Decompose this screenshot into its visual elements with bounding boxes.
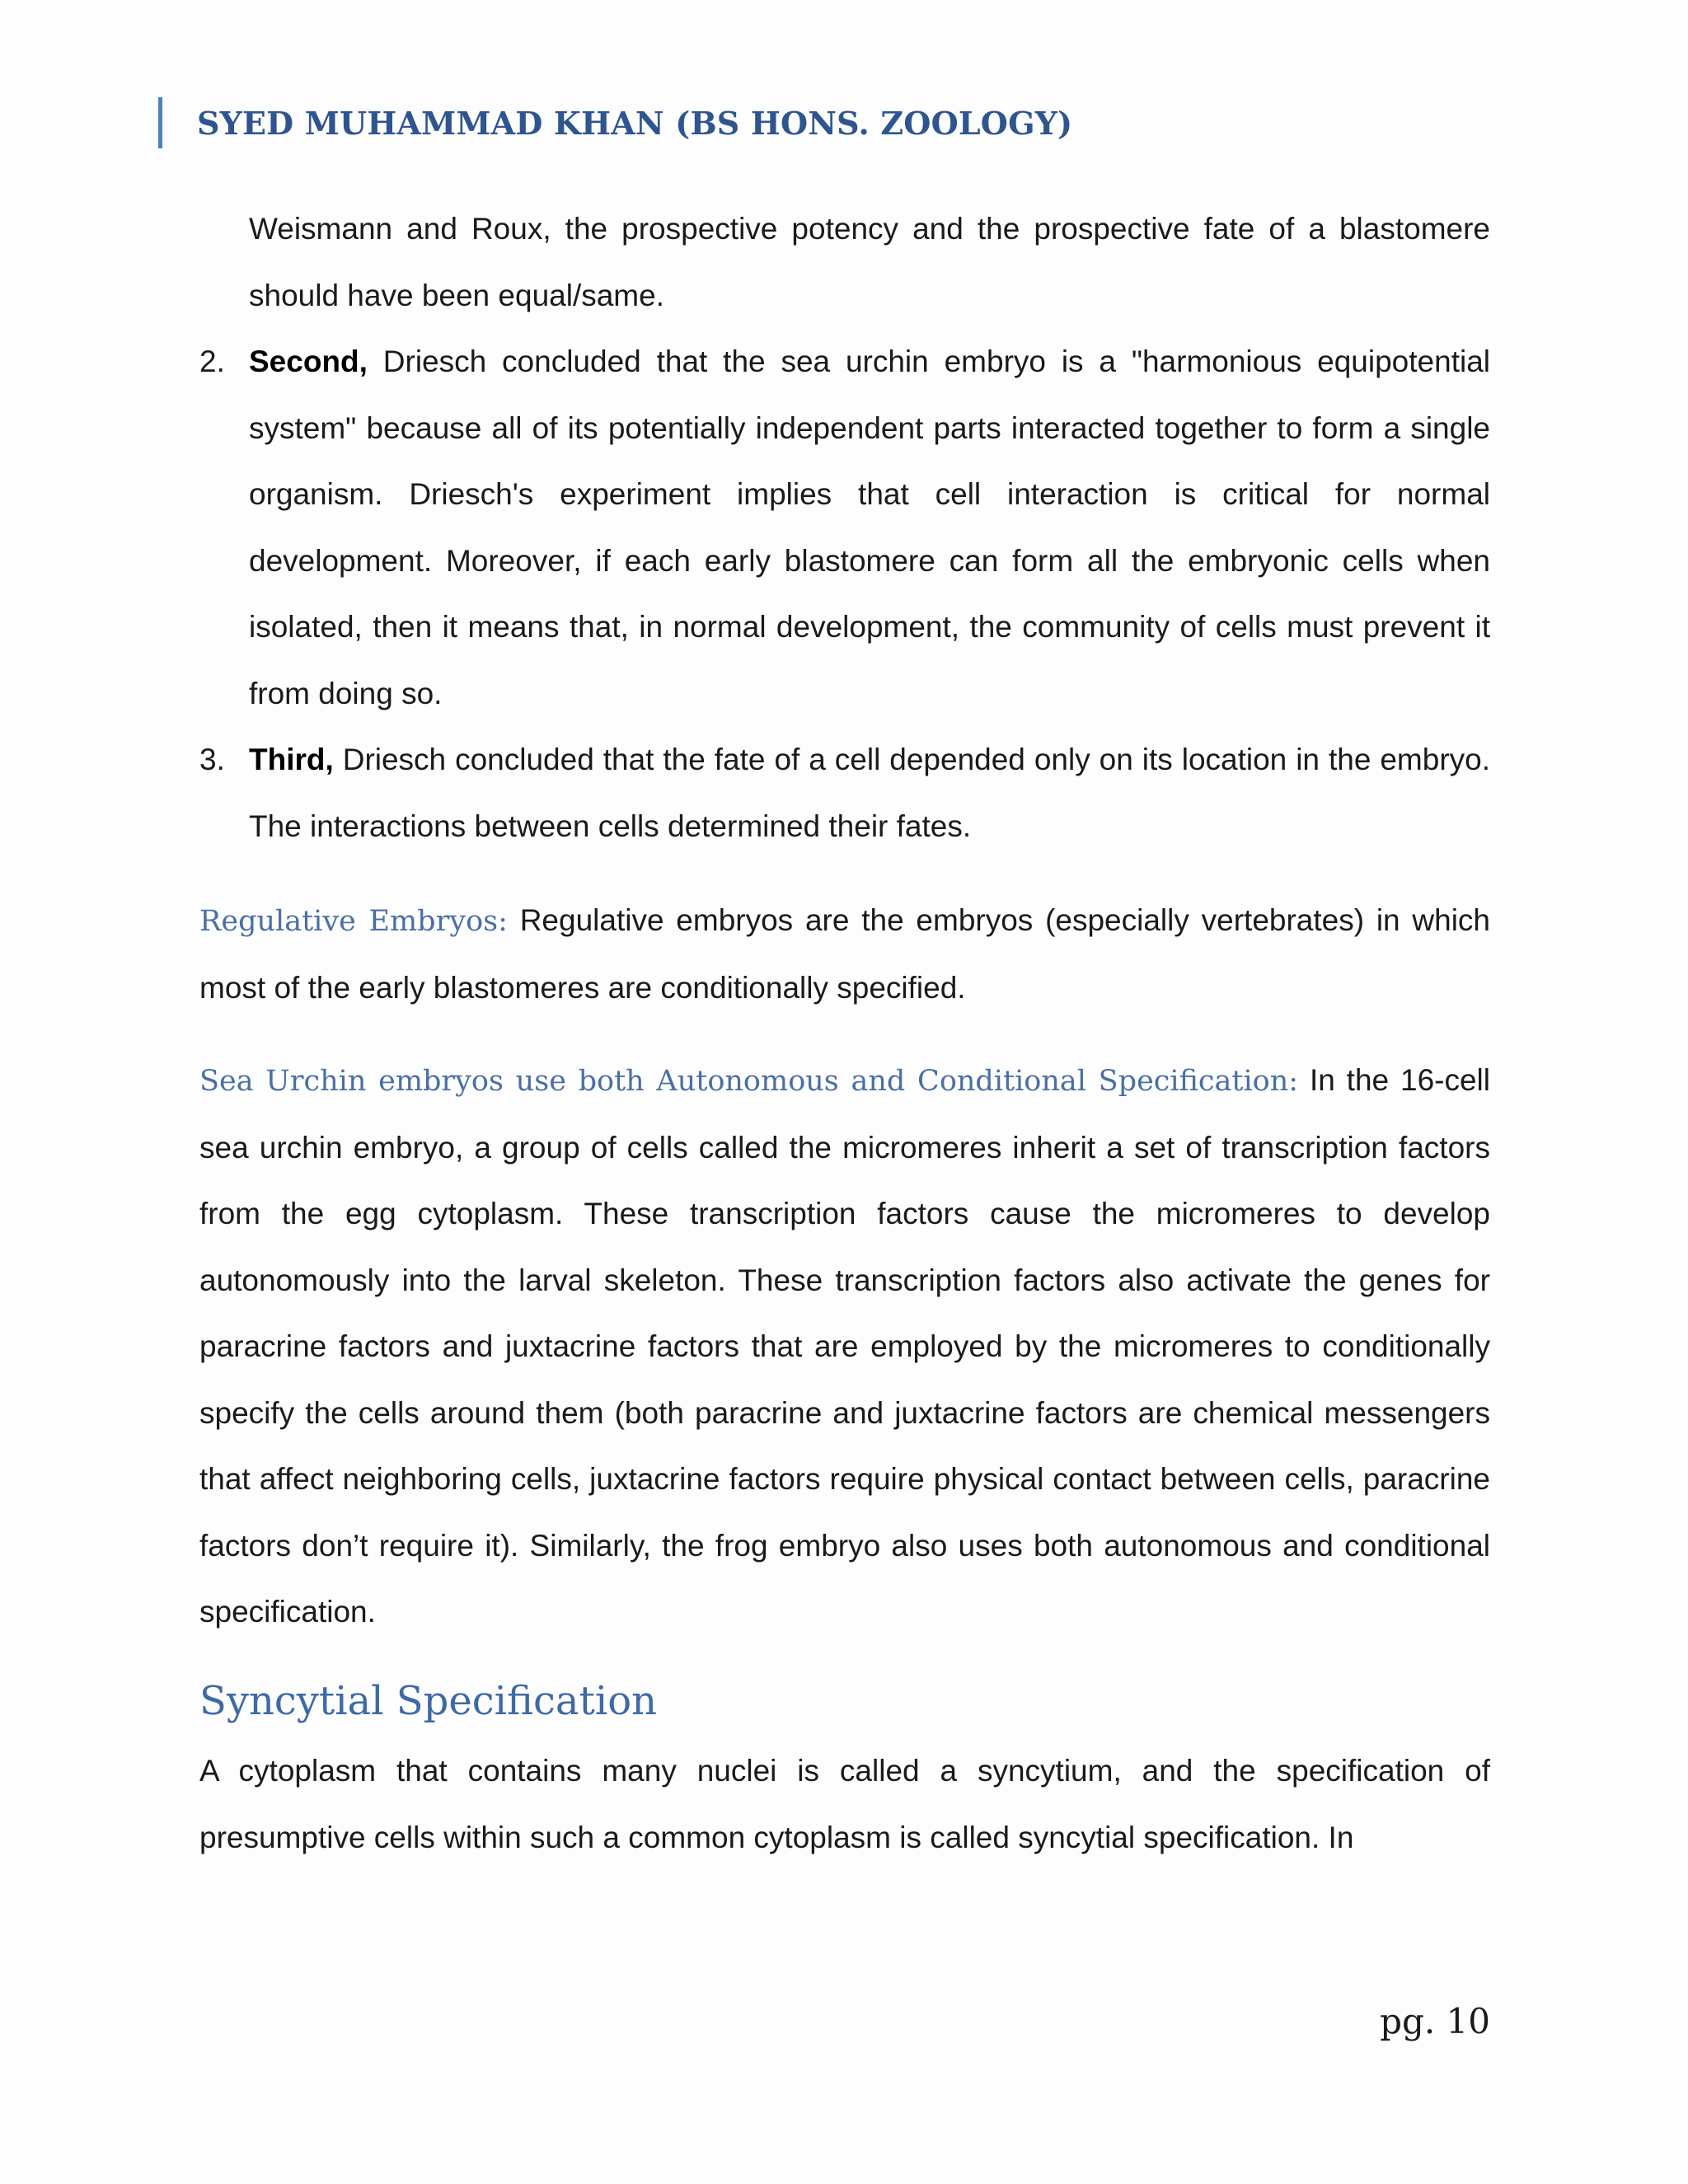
- regulative-embryos-heading: Regulative Embryos:: [199, 905, 508, 938]
- regulative-embryos-paragraph: [199, 888, 1490, 1021]
- list-item-second: [199, 329, 1490, 727]
- sea-urchin-text: In the 16-cell sea urchin embryo, a group of cells called the micromeres inherit a set of transcription factors from the egg cytoplasm. These transcription factors cause the micromeres to develop autonomously into the larval skeleton. These transcription factors also activate the genes for paracrine factors and juxtacrine factors that are employed by the micromeres to conditionally specify the cells around them (both paracrine and juxtacrine factors are chemical messengers that affect neighboring cells, juxtacrine factors require physical contact between cells, paracrine factors don’t require it). Similarly, the frog embryo also uses both autonomous and conditional specification.: [199, 1063, 1490, 1629]
- page-number: pg. 10: [1380, 2001, 1490, 2041]
- sea-urchin-paragraph: [199, 1047, 1490, 1646]
- list-text: Driesch concluded that the fate of a cell depended only on its location in the embryo. The interactions between cells determined their fates.: [249, 743, 1490, 843]
- syncytial-paragraph: A cytoplasm that contains many nuclei is called a syncytium, and the specification of presumptive cells within such a common cytoplasm is called syncytial specification. In: [199, 1754, 1490, 1854]
- regulative-embryos-text: Regulative embryos are the embryos (especially vertebrates) in which most of the early blastomeres are conditionally specified.: [199, 903, 1491, 1005]
- syncytial-specification-heading: Syncytial Specification: [199, 1678, 657, 1724]
- list-lead: Second,: [249, 344, 368, 378]
- header-title: SYED MUHAMMAD KHAN (BS HONS. ZOOLOGY): [197, 104, 1073, 142]
- sea-urchin-heading: Sea Urchin embryos use both Autonomous and Conditional Specification:: [199, 1065, 1299, 1098]
- list-number: 2.: [199, 344, 225, 378]
- list-number: 3.: [199, 743, 225, 776]
- list-item-third: [199, 727, 1490, 860]
- list-lead: Third,: [249, 743, 334, 776]
- continuation-paragraph: Weismann and Roux, the prospective potency and the prospective fate of a blastomere should have been equal/same.: [249, 212, 1490, 312]
- running-header: [158, 97, 1072, 148]
- list-text: Driesch concluded that the sea urchin embryo is a "harmonious equipotential system" because all of its potentially independent parts interacted together to form a single organism. Driesch's experiment implies that cell interaction is critical for normal development. Moreover, if each early blastomere can form all the embryonic cells when isolated, then it means that, in normal development, the community of cells must prevent it from doing so.: [249, 344, 1490, 710]
